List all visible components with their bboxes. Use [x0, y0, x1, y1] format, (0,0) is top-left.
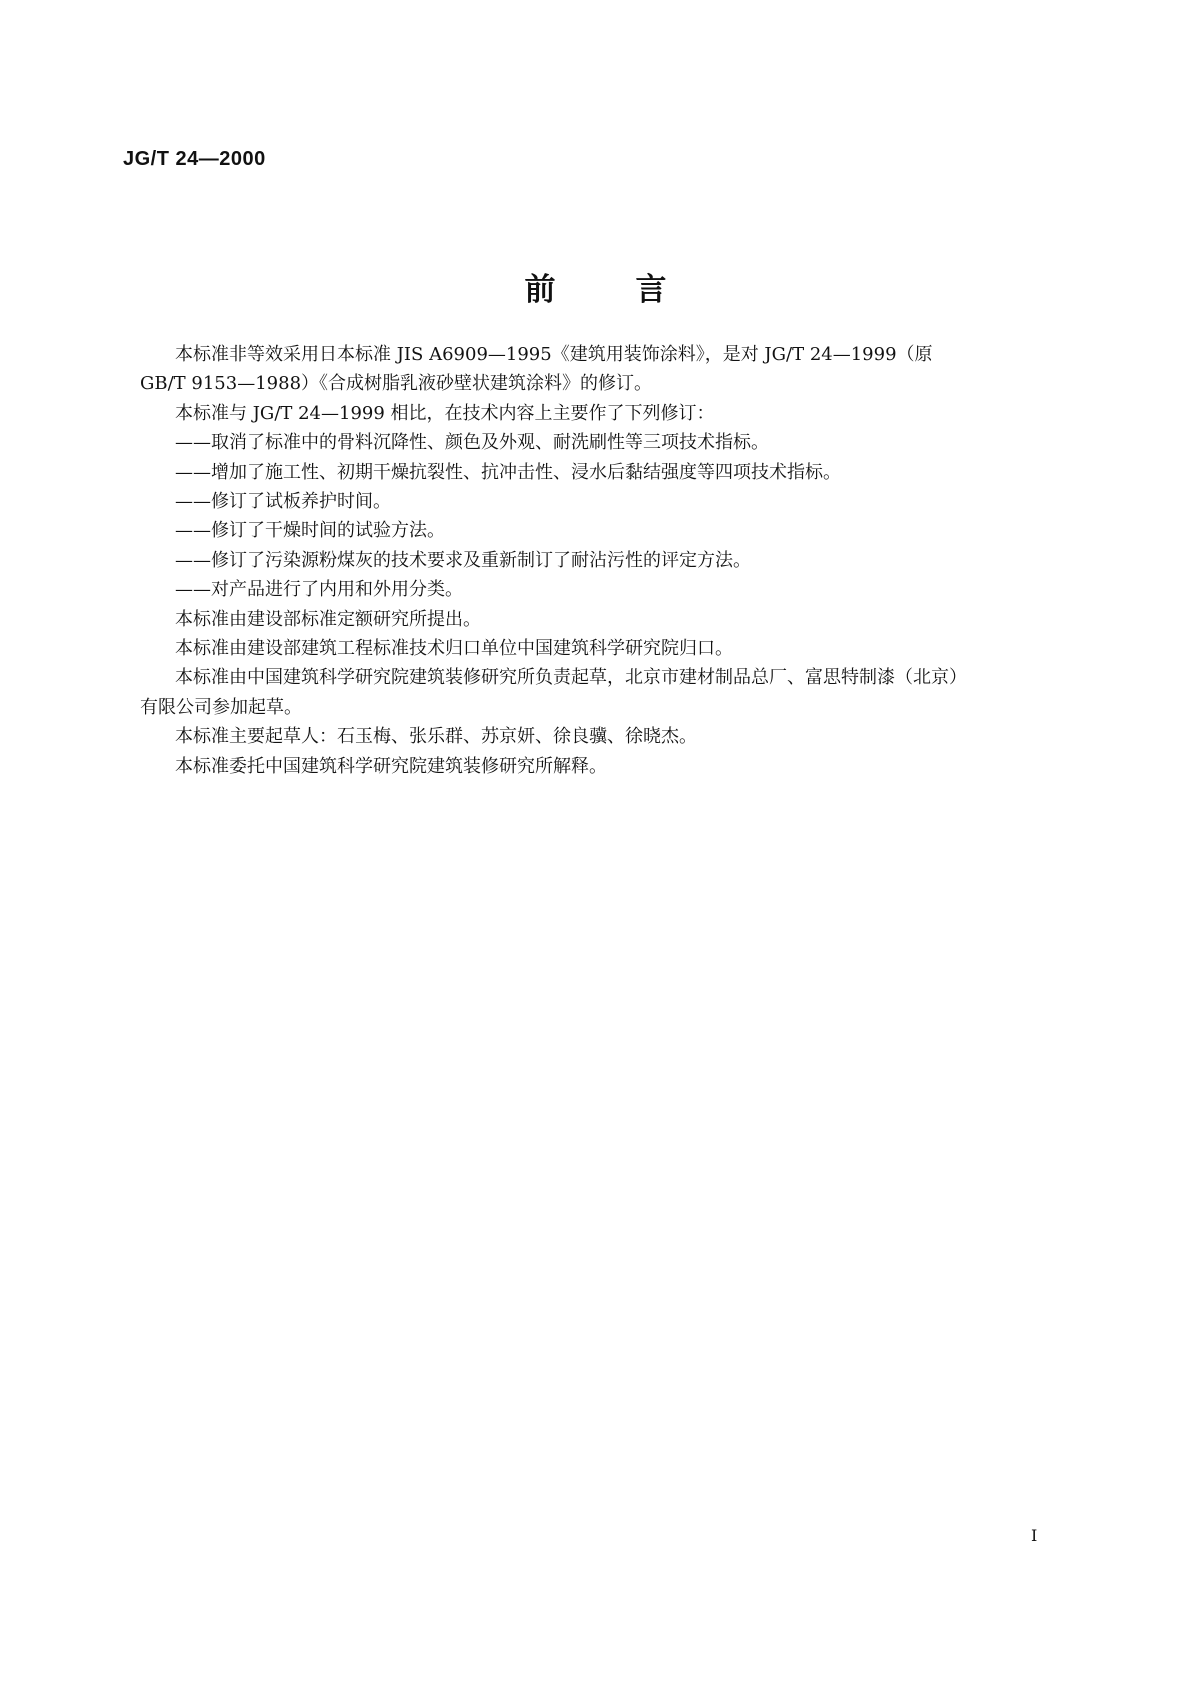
revision-item-1: ——取消了标准中的骨料沉降性、颜色及外观、耐洗刷性等三项技术指标。: [175, 432, 769, 454]
paragraph-5-line-1: 本标准由中国建筑科学研究院建筑装修研究所负责起草，北京市建材制品总厂、富思特制漆（北京）: [175, 667, 967, 689]
page-title: [0, 270, 1191, 310]
foreword-body: [140, 340, 1075, 781]
title-char-2: 言: [635, 272, 667, 308]
paragraph-3: 本标准由建设部标准定额研究所提出。: [175, 608, 481, 630]
page-number: I: [1031, 1526, 1038, 1545]
paragraph-5-line-2: 有限公司参加起草。: [140, 696, 302, 718]
paragraph-2: 本标准与 JG/T 24—1999 相比，在技术内容上主要作了下列修订：: [175, 402, 715, 424]
revision-item-5: ——修订了污染源粉煤灰的技术要求及重新制订了耐沾污性的评定方法。: [175, 549, 751, 571]
title-char-1: 前: [524, 272, 556, 308]
paragraph-4: 本标准由建设部建筑工程标准技术归口单位中国建筑科学研究院归口。: [175, 638, 733, 660]
paragraph-7: 本标准委托中国建筑科学研究院建筑装修研究所解释。: [175, 755, 607, 777]
paragraph-1-line-2: GB/T 9153—1988）《合成树脂乳液砂壁状建筑涂料》的修订。: [140, 373, 653, 395]
revision-item-6: ——对产品进行了内用和外用分类。: [175, 579, 463, 601]
revision-item-3: ——修订了试板养护时间。: [175, 491, 391, 513]
standard-code: JG/T 24—2000: [123, 148, 266, 170]
revision-item-2: ——增加了施工性、初期干燥抗裂性、抗冲击性、浸水后黏结强度等四项技术指标。: [175, 461, 841, 483]
revision-item-4: ——修订了干燥时间的试验方法。: [175, 520, 445, 542]
paragraph-1-line-1: 本标准非等效采用日本标准 JIS A6909—1995《建筑用装饰涂料》，是对 JG/T 24—1999（原: [175, 344, 933, 365]
paragraph-6: 本标准主要起草人：石玉梅、张乐群、苏京妍、徐良骥、徐晓杰。: [175, 726, 697, 748]
